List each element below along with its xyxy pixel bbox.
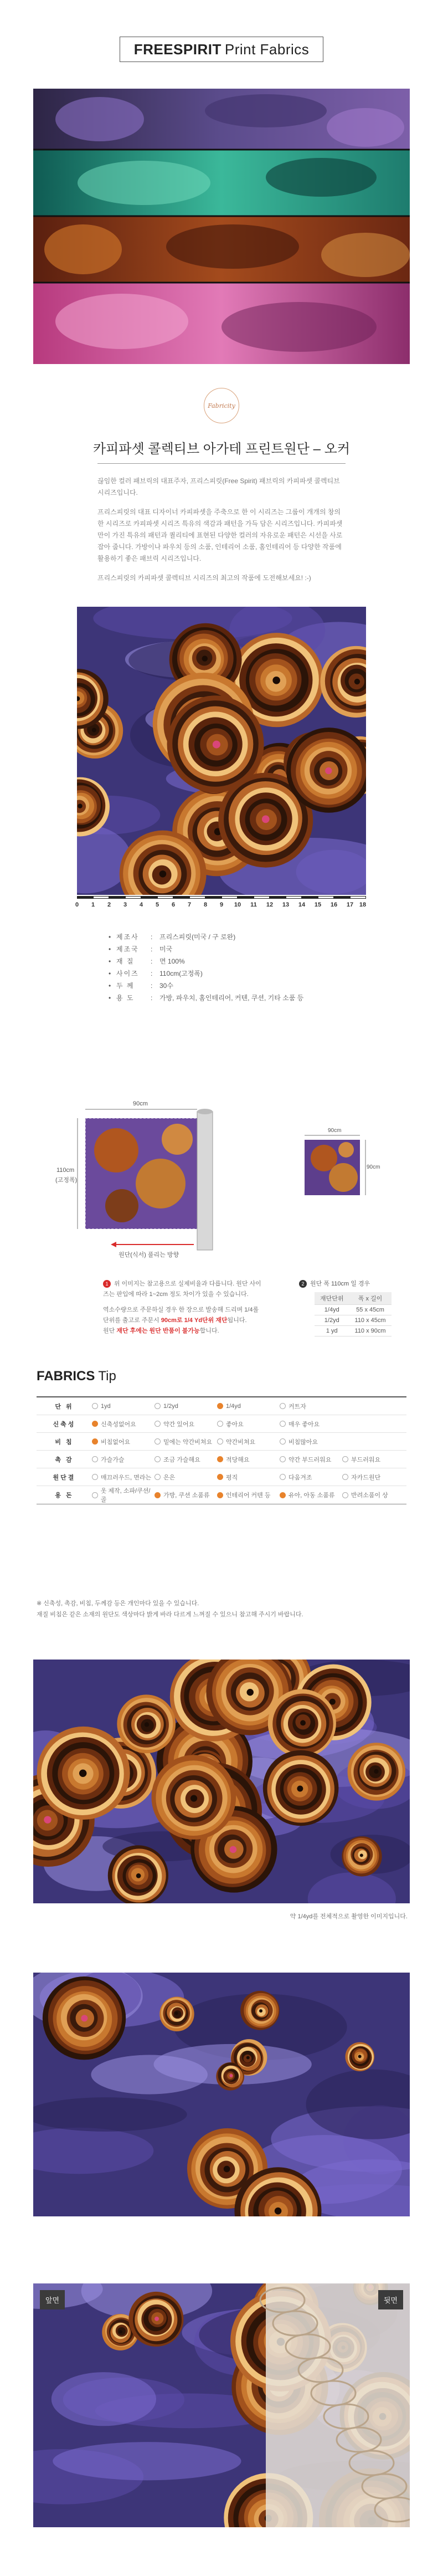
tip-row <box>37 1397 406 1415</box>
brand-subtitle: Print Fabrics <box>224 40 310 58</box>
tip-option-label: 자카드원단 <box>351 1474 381 1481</box>
ruler-segment <box>318 896 334 899</box>
tip-option <box>342 1491 405 1499</box>
tip-row-label: 촉 감 <box>55 1456 74 1463</box>
tip-option-label: 옷 제작, 소파/쿠션/골 <box>100 1488 151 1503</box>
radio-checked-icon <box>217 1403 223 1409</box>
tip-option <box>217 1473 280 1482</box>
tip-option-label: 약간비쳐요 <box>226 1438 256 1446</box>
spec-value: 프리스피릿(미국 / 구 로완) <box>159 933 236 941</box>
ruler-label: 11 <box>250 902 257 908</box>
table-row <box>315 1315 392 1326</box>
spec-value: 면 100% <box>159 957 185 965</box>
tip-option-label: 가슬가슬 <box>101 1456 125 1463</box>
bullet: • <box>109 933 111 941</box>
table-cell: 1/2yd <box>315 1315 349 1326</box>
bullet: • <box>109 994 111 1002</box>
ruler-label: 16 <box>330 902 338 908</box>
ruler-segment <box>109 896 125 899</box>
ruler-segment <box>189 896 205 899</box>
radio-unchecked-icon <box>280 1403 286 1409</box>
separator: : <box>151 970 153 977</box>
tip-option <box>92 1403 154 1410</box>
detail-caption: 약 1/4yd를 전체적으로 촬영한 이미지입니다. <box>290 1913 408 1920</box>
ruler-segment <box>205 896 222 899</box>
roll-diagram <box>55 1089 238 1261</box>
tip-row-label: 원단결 <box>53 1474 76 1481</box>
spec-row <box>109 955 341 967</box>
tip-row <box>37 1415 406 1433</box>
tip-option <box>217 1437 280 1446</box>
note-number-badge: 2 <box>299 1280 307 1288</box>
spec-key: 사이즈 <box>116 970 139 977</box>
brand-name: FREESPIRIT <box>133 40 222 58</box>
back-label: 뒷면 <box>378 2290 403 2309</box>
ruler-label: 14 <box>298 902 306 908</box>
ruler-label: 8 <box>203 902 208 908</box>
cut-size-table <box>299 1279 421 1336</box>
tip-option-label: 약간 부드러워요 <box>289 1456 332 1463</box>
ruler-segment <box>302 896 318 899</box>
ruler-segment <box>238 896 254 899</box>
note-1 <box>103 1279 264 1299</box>
radio-checked-icon <box>92 1421 98 1427</box>
brand-logo: Fabricity <box>204 388 239 423</box>
cut-table-heading <box>299 1279 421 1288</box>
spec-row <box>109 980 341 992</box>
radio-unchecked-icon <box>280 1421 286 1427</box>
ruler-segment <box>254 896 270 899</box>
table-row <box>315 1326 392 1336</box>
roll-height-sub: (고정폭) <box>55 1177 78 1184</box>
radio-unchecked-icon <box>92 1474 98 1480</box>
tip-note: 재질 비침은 같은 소재의 원단도 색상마다 밝게 바라 다르게 느껴질 수 있으니 참고해 주시기 바랍니다. <box>37 1611 303 1618</box>
tip-option-label: 비침없어요 <box>101 1438 131 1446</box>
radio-unchecked-icon <box>154 1438 161 1445</box>
tip-option-label: 평직 <box>226 1474 238 1481</box>
square-width-label: 90cm <box>328 1128 342 1134</box>
fabric-swatch-image <box>77 607 366 895</box>
tip-note: ※ 신축성, 촉감, 비침, 두께감 등은 개인마다 있을 수 있습니다. <box>37 1600 199 1607</box>
separator: : <box>151 994 153 1002</box>
tip-option <box>280 1437 342 1446</box>
tip-option <box>154 1491 217 1499</box>
tip-option-label: 조금 가슬해요 <box>163 1456 200 1463</box>
spec-key: 두 께 <box>116 982 135 990</box>
tip-option-label: 약간 있어요 <box>163 1421 195 1428</box>
radio-unchecked-icon <box>92 1492 98 1498</box>
tip-option-label: 1/2yd <box>163 1402 178 1410</box>
tip-row <box>37 1468 406 1486</box>
note-1b <box>103 1305 264 1336</box>
ruler-segment <box>93 896 109 899</box>
bullet: • <box>109 957 111 965</box>
tip-option-label: 1/4yd <box>226 1402 241 1410</box>
radio-unchecked-icon <box>92 1403 98 1409</box>
ruler-segment <box>286 896 302 899</box>
tip-option <box>280 1473 342 1482</box>
radio-checked-icon <box>154 1492 161 1498</box>
tip-notes <box>37 1599 406 1621</box>
spec-row <box>109 943 341 955</box>
note-highlight: 90cm로 1/4 Yd단위 재단 <box>161 1317 228 1324</box>
tip-option-label: 1yd <box>101 1402 111 1410</box>
spec-row <box>109 931 341 943</box>
detail-image-full <box>33 1660 410 1903</box>
tip-option-label: 신축성없어요 <box>101 1421 136 1428</box>
tip-option-label: 은은 <box>163 1474 176 1481</box>
tip-option-label: 가방, 쿠션 소품류 <box>163 1492 210 1499</box>
tip-option <box>92 1420 154 1428</box>
radio-unchecked-icon <box>280 1438 286 1445</box>
brand-header <box>120 37 323 62</box>
tip-option <box>280 1402 342 1411</box>
ruler-label: 10 <box>234 902 241 908</box>
radio-checked-icon <box>92 1438 98 1445</box>
radio-unchecked-icon <box>280 1456 286 1462</box>
tip-option-label: 밑에는 약간비쳐요 <box>163 1438 213 1446</box>
tip-title-light: Tip <box>98 1369 116 1384</box>
fabrics-tip-title <box>37 1369 116 1384</box>
bullet: • <box>109 970 111 977</box>
ruler-label: 17 <box>346 902 354 908</box>
tip-option-label: 부드러워요 <box>351 1456 381 1463</box>
tip-row <box>37 1433 406 1451</box>
ruler-label: 7 <box>187 902 192 908</box>
tip-option <box>342 1455 405 1464</box>
tip-title-bold: FABRICS <box>37 1369 95 1384</box>
radio-unchecked-icon <box>280 1474 286 1480</box>
tip-option-label: 다움겨조 <box>289 1474 312 1481</box>
table-row <box>315 1305 392 1315</box>
radio-checked-icon <box>217 1492 223 1498</box>
spec-value: 30수 <box>159 982 173 990</box>
tip-option <box>92 1455 154 1464</box>
detail-image-front-back <box>33 2283 410 2527</box>
ruler-segment <box>270 896 286 899</box>
tip-option <box>154 1403 217 1410</box>
table-cell: 55 x 45cm <box>349 1305 392 1315</box>
tip-option <box>280 1455 342 1464</box>
tip-option <box>280 1491 342 1499</box>
tip-row <box>37 1451 406 1468</box>
note-text: 원단 <box>103 1327 117 1334</box>
ruler-label: 5 <box>155 902 159 908</box>
fabrics-tip-table <box>37 1396 406 1504</box>
table-header: 재단단위 <box>315 1292 349 1305</box>
tip-option-label: 매우 좋아요 <box>289 1421 320 1428</box>
radio-unchecked-icon <box>217 1421 223 1427</box>
ruler-segment <box>334 896 350 899</box>
tip-option <box>92 1473 154 1482</box>
note-highlight: 재단 후에는 원단 반품이 불가능 <box>116 1327 200 1334</box>
tip-row-label: 신축성 <box>53 1421 76 1428</box>
ruler-segment <box>222 896 238 899</box>
ruler-label: 12 <box>266 902 274 908</box>
intro-paragraph: 프리스피릿의 카피파셋 콜렉티브 시리즈의 최고의 작품에 도전해보세요! :-) <box>97 574 311 582</box>
note-text: 역소수량으로 주문하실 경우 한 장으로 발송해 드리며 1/4롤 단위를 출고로 주문시 <box>103 1307 259 1324</box>
tip-option-label: 인테리어 커텐 등 <box>226 1492 271 1499</box>
ruler-label: 13 <box>282 902 290 908</box>
product-title: 카피파셋 콜렉티브 아가테 프린트원단 – 오커 <box>93 442 350 457</box>
note-text: 합니다. <box>199 1327 219 1334</box>
title-divider <box>97 463 346 464</box>
tip-row-label: 비 침 <box>55 1438 74 1446</box>
detail-image-closeup <box>33 1973 410 2216</box>
tip-option-label: 비침많아요 <box>289 1438 318 1446</box>
ruler-label: 1 <box>91 902 95 908</box>
ruler-label: 18 <box>359 902 367 908</box>
spec-value: 110cm(고정폭) <box>159 970 203 977</box>
separator: : <box>151 982 153 990</box>
tip-option-label: 좋아요 <box>226 1421 244 1428</box>
note-text: 됩니다. <box>227 1317 247 1324</box>
note-number-badge: 1 <box>103 1280 111 1288</box>
notes <box>103 1279 264 1341</box>
spec-key: 제조사 <box>116 933 139 941</box>
ruler-segment <box>125 896 141 899</box>
tip-option-label: 커트자 <box>289 1403 306 1410</box>
tip-option-label: 매끄러우드, 면라는 <box>101 1474 152 1481</box>
tip-option <box>154 1420 217 1428</box>
intro-paragraph: 프리스피릿의 대표 디자이너 카피파셋을 주축으로 한 이 시리즈는 그룹이 개개의 창의한 시리즈로 카피파셋 시리즈 특유의 색감과 패턴을 가득 담은 시리즈입니다. 카피파셋만이 가진 특유의 패턴과 퀄리티에 표현된 다양한 컬러의 자유로운 패턴은 시선을 사로잡아 줍니다. 가방이나 파우치 등의 소품, 인테리어 소품, 홈인테리어 등 다양한 작품에 활용하기 좋은 패브릭 시리즈입니다. <box>97 508 343 562</box>
tip-option <box>154 1455 217 1464</box>
radio-unchecked-icon <box>154 1403 161 1409</box>
ruler-segment <box>173 896 189 899</box>
tip-option <box>217 1455 280 1464</box>
tip-option <box>280 1420 342 1428</box>
table-header: 폭 x 길이 <box>349 1292 392 1305</box>
tip-option-label: 적당해요 <box>226 1456 250 1463</box>
square-diagram <box>299 1128 380 1205</box>
spec-row <box>109 967 341 980</box>
spec-row <box>109 992 341 1004</box>
tip-option-label: 유아, 아동 소품류 <box>289 1492 335 1499</box>
intro-paragraph: 끊임한 컬러 패브릭의 대표주자, 프리스피릿(Free Spirit) 패브릭의 카피파셋 콜렉티브 시리즈입니다. <box>97 477 340 496</box>
tip-option <box>154 1473 217 1482</box>
table-cell: 110 x 90cm <box>349 1326 392 1336</box>
ruler-label: 6 <box>171 902 176 908</box>
radio-unchecked-icon <box>154 1474 161 1480</box>
roll-height-label: 110cm <box>56 1167 75 1174</box>
spec-list <box>109 931 341 1004</box>
separator: : <box>151 945 153 953</box>
ruler-label: 2 <box>107 902 111 908</box>
radio-checked-icon <box>217 1456 223 1462</box>
table-cell: 1/4yd <box>315 1305 349 1315</box>
ruler-label: 0 <box>75 902 79 908</box>
radio-unchecked-icon <box>342 1474 348 1480</box>
radio-checked-icon <box>217 1474 223 1480</box>
tip-option <box>217 1420 280 1428</box>
radio-unchecked-icon <box>342 1492 348 1498</box>
tip-row <box>37 1486 406 1504</box>
square-height-label: 90cm <box>367 1164 380 1170</box>
separator: : <box>151 957 153 965</box>
bullet: • <box>109 945 111 953</box>
separator: : <box>151 933 153 941</box>
radio-checked-icon <box>280 1492 286 1498</box>
ruler-segment <box>77 896 93 899</box>
table-cell: 110 x 45cm <box>349 1315 392 1326</box>
cut-table-title: 원단 폭 110cm 일 경우 <box>310 1281 370 1287</box>
cm-ruler <box>77 896 366 915</box>
ruler-label: 4 <box>139 902 143 908</box>
tip-option <box>217 1491 280 1499</box>
spec-key: 용 도 <box>116 994 135 1002</box>
bullet: • <box>109 982 111 990</box>
ruler-segment <box>141 896 157 899</box>
radio-unchecked-icon <box>92 1456 98 1462</box>
table-cell: 1 yd <box>315 1326 349 1336</box>
tip-option <box>342 1473 405 1482</box>
tip-option-label: 반려소품이 상 <box>351 1492 388 1499</box>
direction-label: 원단(식서) 풀리는 방향 <box>119 1252 179 1258</box>
note-text: 위 이미지는 참고용으로 실제비율과 다릅니다. 원단 사이즈는 판입에 따라 1~2cm 정도 차이가 있을 수 있습니다. <box>103 1281 261 1298</box>
hero-fabric-rolls-image <box>33 89 410 364</box>
ruler-label: 9 <box>219 902 224 908</box>
roll-width-label: 90cm <box>133 1100 148 1107</box>
spec-value: 가방, 파우치, 홈인테리어, 커텐, 쿠션, 기타 소품 등 <box>159 994 304 1002</box>
tip-option <box>92 1486 154 1504</box>
tip-option <box>217 1403 280 1410</box>
ruler-segment <box>350 896 366 899</box>
spec-key: 제조국 <box>116 945 139 953</box>
tip-row-label: 용 돈 <box>55 1492 74 1499</box>
spec-key: 재 질 <box>116 957 135 965</box>
front-label: 앞면 <box>40 2290 65 2309</box>
radio-unchecked-icon <box>217 1438 223 1445</box>
ruler-label: 15 <box>314 902 322 908</box>
radio-unchecked-icon <box>154 1456 161 1462</box>
spec-value: 미국 <box>159 945 173 953</box>
product-intro <box>97 475 346 592</box>
ruler-label: 3 <box>123 902 127 908</box>
radio-unchecked-icon <box>154 1421 161 1427</box>
tip-option <box>154 1437 217 1446</box>
tip-row-label: 단 위 <box>55 1403 74 1410</box>
tip-option <box>92 1437 154 1446</box>
ruler-segment <box>157 896 173 899</box>
radio-unchecked-icon <box>342 1456 348 1462</box>
